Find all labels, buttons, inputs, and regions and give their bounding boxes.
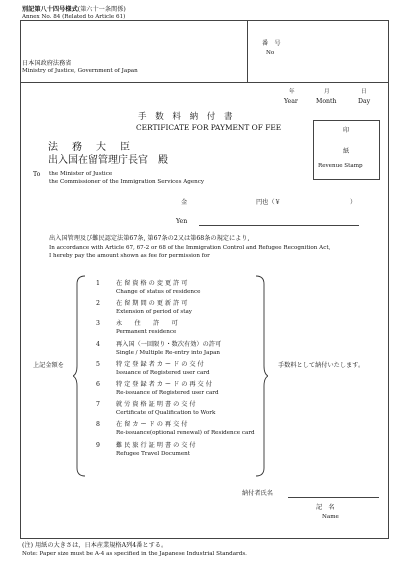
item-number: 3 [96,320,100,327]
to-label: To [33,171,41,178]
legal-jp: 出入国管理及び難民認定法第67条, 第67条の2又は第68条の規定により, [49,235,250,242]
legal-en-2: I hereby pay the amount shown as fee for permission for [49,253,210,259]
number-label-jp: 番 号 [262,40,281,47]
item-label-en: Re-issuance(optional renewal) of Residence card [116,430,255,436]
form-id-jp-sub: (第六十一条関係) [77,6,126,13]
item-label-en: Issuance of Registered user card [116,370,210,376]
payer-name-label: 納付者氏名 [242,490,273,497]
item-label-jp: 在 留 期 間 の 更 新 許 可 [116,300,188,307]
right-brace [252,274,268,478]
item-number: 8 [96,421,100,428]
item-label-jp: 在 留 カ ー ド の 再 交 付 [116,421,188,428]
item-number: 6 [96,381,100,388]
footer-note-en: Note: Paper size must be A-4 as specified in the Japanese Industrial Standards. [22,551,247,557]
addressee-jp-1: 法 務 大 臣 [48,142,132,153]
form-id-en: Annex No. 84 (Related to Article 61) [22,14,126,20]
item-label-jp: 特 定 登 録 者 カ ー ド の 再 交 付 [116,381,212,388]
number-label-en: No [266,50,275,56]
title-en: CERTIFICATE FOR PAYMENT OF FEE [136,123,282,132]
item-label-jp: 特 定 登 録 者 カ ー ド の 交 付 [116,361,204,368]
stamp-en: Revenue Stamp [318,163,363,169]
date-month-jp: 月 [324,89,330,95]
item-label-en: Permanent residence [116,329,177,335]
ministry-jp: 日本国政府法務省 [22,60,72,67]
stamp-jp-1: 印 [343,127,350,134]
form-id-jp [22,6,126,14]
item-label-en: Refugee Travel Document [116,451,191,457]
left-brace [73,274,89,478]
side-left-label: 上記金額を [33,362,64,369]
addressee-en-1: the Minister of Justice [49,171,113,177]
amount-close-paren: ） [350,199,357,206]
amount-yen-en: Yen [176,218,188,225]
item-label-en: Change of status of residence [116,289,201,295]
footer-note-jp: (注) 用紙の大きさは，日本産業規格A列4番とする。 [22,542,168,549]
date-day-jp: 日 [361,89,367,95]
addressee-en-2: the Commissioner of the Immigration Services Agency [49,179,205,185]
stamp-jp-2: 紙 [343,148,350,155]
item-label-jp: 再入国（一回限り・数次有効）の許可 [116,341,222,348]
item-number: 9 [96,442,100,449]
side-right-label: 手数料として納付いたします。 [278,362,365,369]
item-label-en: Single / Multiple Re-entry into Japan [116,350,221,356]
item-label-jp: 在 留 資 格 の 変 更 許 可 [116,280,188,287]
item-label-jp: 就 労 資 格 証 明 書 の 交 付 [116,401,196,408]
addressee-jp-2: 出入国在留管理庁長官 殿 [48,155,168,166]
item-label-en: Extension of period of stay [116,309,192,315]
number-box-divider [247,20,248,82]
amount-yen-jp: 円也（￥ [256,199,281,206]
date-day-en: Day [358,98,371,105]
item-label-en: Re-issuance of Registered user card [116,390,219,396]
item-number: 7 [96,401,100,408]
date-month-en: Month [316,98,337,105]
kimei-label: 記 名 [316,504,335,511]
title-jp: 手 数 料 納 付 書 [138,112,236,122]
item-label-en: Certificate of Qualification to Work [116,410,216,416]
ministry-en: Ministry of Justice, Government of Japan [22,68,138,74]
amount-line[interactable] [199,225,359,226]
header-divider [20,82,389,83]
item-number: 5 [96,361,100,368]
item-number: 1 [96,280,100,287]
date-year-jp: 年 [289,89,295,95]
item-label-jp: 永 住 許 可 [116,320,178,327]
item-label-jp: 難 民 旅 行 証 明 書 の 交 付 [116,442,196,449]
payer-name-line[interactable] [288,497,379,498]
date-year-en: Year [284,98,298,105]
legal-en-1: In accordance with Article 67, 67-2 or 68 of the Immigration Control and Refugee Recognition Act, [49,245,331,251]
item-number: 2 [96,300,100,307]
amount-kin: 金 [181,199,188,206]
name-en-label: Name [322,514,339,520]
form-id-jp-main: 別記第八十四号様式 [22,6,78,13]
item-number: 4 [96,341,100,348]
